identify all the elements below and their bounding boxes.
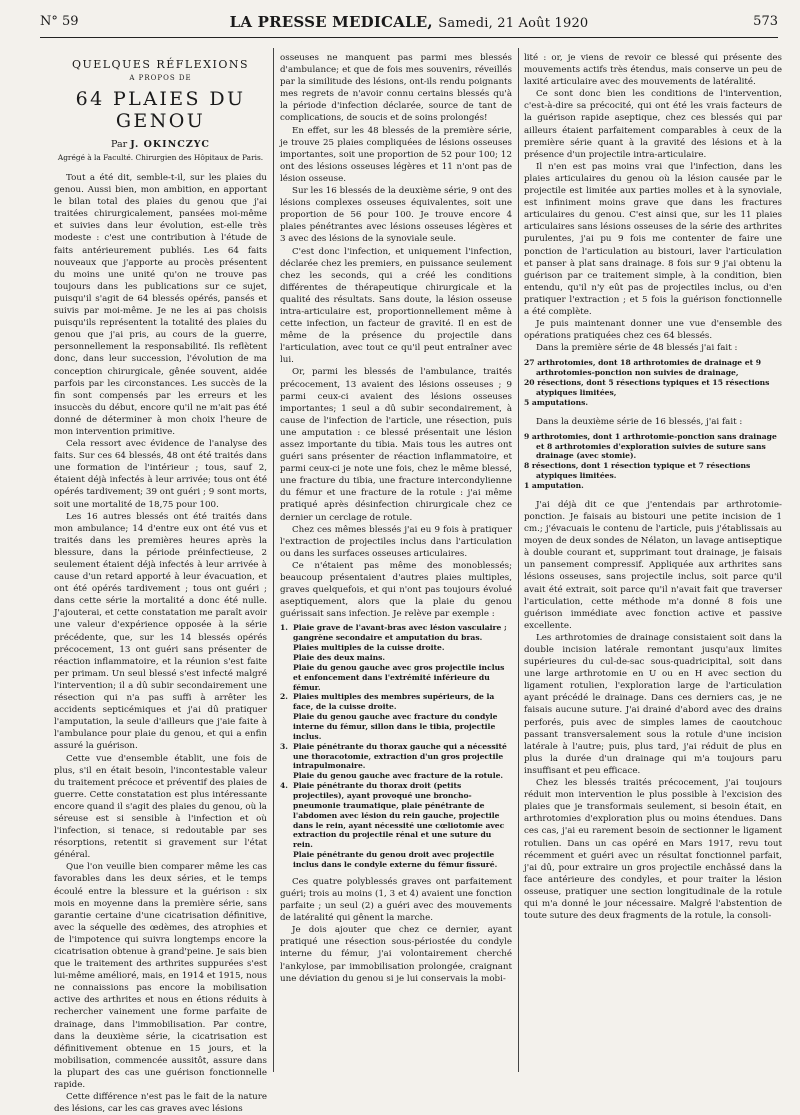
column-1 [54,52,267,1115]
paragraph: Ce sont donc bien les conditions de l'intervention, c'est-à-dire sa précocité, qui ont été les vrais facteurs de la guérison rapide aseptique, chez ces blessés qui par ailleurs étaient parfaitement comparables à ceux de la première série quant à la gravité des lésions et à la présence d'un projectile intra-articulaire. [524,89,782,160]
paragraph: Je dois ajouter que chez ce dernier, ayant pratiqué une résection sous-périostée du condyle interne du fémur, j'ai volontairement cherché l'ankylose, par immobilisation prolongée, craignant une déviation du genou si je lui conservais la mobi- [280,925,512,984]
case-subitem: Plaies multiples de la cuisse droite. [293,643,445,653]
operation-item: 8 résections, dont 1 résection typique et 7 résections atypiques limitées. [524,461,751,481]
column-3 [524,52,782,1072]
paragraph: C'est donc l'infection, et uniquement l'infection, déclarée chez les premiers, en puissance seulement chez les seconds, qui a créé les conditions différentes de thérapeutique chirurgicale et la qualité des résultats. Sans doute, la lésion osseuse intra-articulaire est, proportionnellement même à cette infection, un facteur de gravité. Il en est de même de la présence du projectile dans l'articulation, avec tout ce qu'il peut entraîner avec lui. [280,246,512,366]
case-number: 2. [280,692,288,702]
paragraph: Dans la deuxième série de 16 blessés, j'ai fait : [536,416,743,427]
running-header [40,14,778,34]
case-text: Plaie grave de l'avant-bras avec lésion vasculaire ; gangrène secondaire et amputation du bras. [293,623,507,643]
case-item [280,692,512,712]
paragraph: lité : or, je viens de revoir ce blessé qui présente des mouvements actifs très étendus, mais conserve un peu de laxité articulaire avec des mouvements de latéralité. [524,53,782,88]
column-divider [273,48,274,1072]
paragraph: Tout a été dit, semble-t-il, sur les plaies du genou. Aussi bien, mon ambition, en apportant le bilan total des plaies du genou que j'ai traitées chirurgicalement, pansées moi-même et suivies dans leur évolution, est-elle très modeste : c'est une contribution à l'étude de faits antérieurement publiés. Les 64 faits nouveaux que j'apporte au procès présentent du moins une unité qu'on ne trouve pas toujours dans les publications sur ce sujet, puisqu'il s'agit de 64 blessés opérés, pansés et suivis par moi-même. Je ne les ai pas choisis puisqu'ils représentent la totalité des plaies du genou que j'ai pris, au cours de la guerre, personnellement la responsabilité. Ils reflètent donc, dans leur succession, l'évolution de ma conception chirurgicale, gênée souvent, aidée parfois par les circonstances. Les succès de la fin sont compensés par les erreurs et les insuccès du début, encore qu'il ne m'ait pas été donné de déterminer à mon choix l'heure de mon intervention primitive. [54,173,267,437]
paragraph: Cela ressort avec évidence de l'analyse des faits. Sur ces 64 blessés, 48 ont été traités dans une formation de l'intérieur ; tous, sauf 2, étaient déjà infectés à leur arrivée; tous ont été opérés tardivement; 39 ont guéri ; 9 sont morts, soit une mortalité de 18,75 pour 100. [54,439,267,510]
operation-item: 9 arthrotomies, dont 1 arthrotomie-ponction sans drainage et 8 arthrotomies d'exploration suivies de suture sans drainage (avec stomie). [524,431,777,461]
header-rule [40,37,778,38]
journal-masthead [40,13,778,31]
byline-prefix: Par [111,139,128,150]
paragraph: J'ai déjà dit ce que j'entendais par arthrotomie-ponction. Je faisais au bistouri une petite incision de 1 cm.; j'évacuais le contenu de l'article, puis j'établissais au moyen de deux sondes de Nélaton, un lavage antiseptique à double courant et, supprimant tout drainage, je faisais un pansement compressif. Appliquée aux arthrites sans lésions osseuses, sans projectile inclus, soit parce qu'il avait été extrait, soit parce qu'il n'avait fait que traverser l'articulation, cette méthode m'a donné 8 fois une guérison immédiate avec fonction active et passive excellente. [524,499,782,631]
case-subitem: Plaie des deux mains. [293,652,386,662]
paragraph: Que l'on veuille bien comparer même les cas favorables dans les deux séries, et le temps écoulé entre la blessure et la guérison : six mois en moyenne dans la première série, sans garantie certaine d'une cicatrisation définitive, avec la séquelle des œdèmes, des atrophies et de l'impotence qui suivra longtemps encore la cicatrisation obtenue à grand'peine. Je sais bien que le traitement des arthrites suppurées s'est lui-même amélioré, mais, en 1914 et 1915, nous ne connaissions pas encore la mobilisation active des arthrites et nous en étions réduits à rechercher vainement une forme parfaite de drainage, dans l'immobilisation. Par contre, dans la deuxième série, la cicatrisation est définitivement obtenue en 15 jours, et la mobilisation, commencée aussitôt, assure dans la plupart des cas une guérison fonctionnelle rapide. [54,862,267,1091]
paragraph: Ces quatre polyblessés graves ont parfaitement guéri; trois au moins (1, 3 et 4) avaient une fonction parfaite ; un seul (2) a guéri avec des mouvements de latéralité qui gênent la marche. [280,876,512,924]
case-text: Plaie pénétrante du thorax gauche qui a nécessité une thoracotomie, extraction d'un gros projectile intrapulmonaire. [293,741,507,771]
case-text: Plaies multiples des membres supérieurs, de la face, de la cuisse droite. [293,692,495,712]
paragraph: Chez ces mêmes blessés j'ai eu 9 fois à pratiquer l'extraction de projectiles inclus dans l'articulation ou dans les surfaces osseuses articulaires. [280,524,512,559]
case-item [280,781,512,850]
issue-date: Samedi, 21 Août 1920 [438,16,589,31]
case-number: 4. [280,781,288,791]
operation-item: 1 amputation. [524,481,584,491]
case-number: 3. [280,741,288,751]
paragraph: osseuses ne manquent pas parmi mes blessés d'ambulance; et que de fois mes souvenirs, réveillés par la similitude des lésions, ont-ils rendu poignants mes regrets de n'avoir connu certains blessés qu'à la période d'infection déclarée, source de tant de complications, de soucis et de soins prolongés! [280,53,512,124]
paragraph: Sur les 16 blessés de la deuxième série, 9 ont des lésions complexes osseuses équivalentes, soit une proportion de 56 pour 100. Je trouve encore 4 plaies pénétrantes avec lésions osseuses légères et 3 avec des lésions de la synoviale seule. [280,186,512,245]
column-2 [280,52,512,1072]
paragraph: Ce n'étaient pas même des monoblessés; beaucoup présentaient d'autres plaies multiples, graves quelquefois, et qui n'ont pas toujours évolué aseptiquement, alors que la plaie du genou guérissait sans infection. Je relève par exemple : [280,560,512,620]
paragraph: Cette vue d'ensemble établit, une fois de plus, s'il en était besoin, l'incontestable valeur du traitement précoce et préventif des plaies de guerre. Cette constatation est plus intéressante encore quand il s'agit des plaies du genou, où la séreuse est si sensible à l'infection et où l'infection, si tenace, si redoutable par ses résorptions, retentit si gravement sur l'état général. [54,753,267,861]
operation-item: 20 résections, dont 5 résections typiques et 15 résections atypiques limitées, [524,378,770,397]
article-kicker: QUELQUES RÉFLEXIONS [71,58,250,71]
article-title: 64 PLAIES DU GENOU [75,88,246,132]
operations-list-series-2 [524,432,782,491]
paragraph: Dans la première série de 48 blessés j'ai fait : [536,343,738,354]
paragraph: Les arthrotomies de drainage consistaient soit dans la double incision latérale remontant jusqu'aux limites supérieures du cul-de-sac sous-quadricipital, soit dans une large arthrotomie en U ou en H avec section du ligament rotulien, l'exploration large de l'articulation ayant précédé le drainage. Dans ces derniers cas, je ne faisais aucune suture. J'ai drainé d'abord avec des drains perforés, puis avec de simples lames de caoutchouc passant transversalement sous la rotule d'une incision latérale à l'autre; puis, plus tard, j'ai réduit de plus en plus la durée d'un drainage qui m'a toujours paru insuffisant et peu efficace. [524,632,782,776]
operations-list-series-1 [524,358,782,407]
operation-item: 5 amputations. [524,397,589,407]
column-divider [518,48,519,1072]
paragraph: Je puis maintenant donner une vue d'ensemble des opérations pratiquées chez ces 64 blessés. [524,319,782,342]
article-byline [54,139,267,150]
case-subitem: Plaie du genou gauche avec fracture du condyle interne du fémur, sillon dans le tibia, projectile inclus. [293,712,498,741]
paragraph: Chez les blessés traités précocement, j'ai toujours réduit mon intervention le plus possible à l'excision des plaies que je transformais seulement, si besoin était, en arthrotomies d'exploration plus ou moins étendues. Dans ces cas, j'ai eu rarement besoin de sectionner le ligament rotulien. Dans un cas opéré en Mars 1917, revu tout récemment et guéri avec un résultat fonctionnel parfait, j'ai dû, pour extraire un gros projectile enchâssé dans la face antérieure des condyles, et pour traiter la lésion osseuse, pratiquer une section longitudinale de la rotule qui m'a donné le jour nécessaire. Malgré l'abstention de toute suture des deux fragments de la rotule, la consoli- [524,778,782,922]
author-name: J. OKINCZYC [130,139,210,150]
case-text: Plaie pénétrante du thorax droit (petits projectiles), ayant provoqué une broncho-pneumonie traumatique, plaie pénétrante de l'abdomen avec lésion du rein gauche, projectile dans le rein, ayant nécessité une cœliotomie avec extraction du projectile rénal et une suture du rein. [293,781,505,850]
page-number: 573 [753,14,778,29]
operation-item: 27 arthrotomies, dont 18 arthrotomies de drainage et 9 arthrotomies-ponction non suivies de drainage, [524,358,762,378]
paragraph: En effet, sur les 48 blessés de la première série, je trouve 25 plaies compliquées de lésions osseuses importantes, soit une proportion de 52 pour 100; 12 ont des lésions osseuses légères et 11 n'ont pas de lésion osseuse. [280,125,512,184]
case-subitem: Plaie du genou gauche avec fracture de la rotule. [293,771,504,781]
case-list [280,623,512,869]
paragraph: Cette différence n'est pas le fait de la nature des lésions, car les cas graves avec lésions [54,1092,267,1115]
issue-number: N° 59 [40,14,79,29]
journal-name: LA PRESSE MEDICALE, [229,13,433,31]
paragraph: Il n'en est pas moins vrai que l'infection, dans les plaies articulaires du genou où la lésion causée par le projectile est limitée aux parties molles et à la synoviale, est infiniment moins grave que dans les fractures articulaires du genou. C'est ainsi que, sur les 11 plaies articulaires sans lésions osseuses de la série des arthrites purulentes, j'ai pu 9 fois me contenter de faire une ponction de l'articulation au bistouri, laver l'articulation et panser à plat sans drainage. 8 fois sur 9 j'ai obtenu la guérison par ce traitement simple, à la condition, bien entendu, qu'il n'y eût pas de projectiles inclus, ou d'en pratiquer l'extraction ; et 5 fois la guérison fonctionnelle a été complète. [524,161,782,317]
case-subitem: Plaie du genou gauche avec gros projectile inclus et enfoncement dans l'extrémité inférieure du fémur. [293,662,505,692]
paragraph: Or, parmi les blessés de l'ambulance, traités précocement, 13 avaient des lésions osseuses ; 9 parmi ceux-ci avaient des lésions osseuses importantes; 1 seul a dû subir secondairement, à cause de l'infection de l'article, une résection, puis une amputation : ce blessé présentait une lésion assez importante du tibia. Mais tous les autres ont guéri sans présenter de réaction inflammatoire, et parmi ceux-ci je note une fois, chez le même blessé, une fracture du tibia, une fracture intercondylienne du fémur et une fracture de la rotule : j'ai même pratiqué après désinfection chirurgicale chez ce dernier un cerclage de rotule. [280,367,512,523]
author-affiliation: Agrégé à la Faculté. Chirurgien des Hôpitaux de Paris. [57,153,264,162]
case-number: 1. [280,623,288,633]
case-subitem: Plaie pénétrante du genou droit avec projectile inclus dans le condyle externe du fémur fissuré. [293,850,498,870]
case-item [280,623,512,643]
case-item [280,742,512,772]
article-title-block [54,58,267,162]
article-kicker-2: A PROPOS DE [129,74,192,82]
paragraph: Les 16 autres blessés ont été traités dans mon ambulance; 14 d'entre eux ont été vus et traités dans les premières heures après la blessure, dans la période préinfectieuse, 2 seulement étaient déjà infectés à leur arrivée à cause d'un retard apporté à leur évacuation, et ont été opérés tardivement ; tous ont guéri ; dans cette série la mortalité a donc été nulle. J'ajouterai, et cette constatation me paraît avoir une valeur d'expérience opposée à la série précédente, que, sur les 14 blessés opérés précocement, 13 ont guéri sans présenter de réaction inflammatoire, et la réunion s'est faite per primam. Un seul blessé s'est infecté malgré l'intervention; il a dû subir secondairement une résection qui n'a pas suffi à arrêter les accidents septicémiques et j'ai dû pratiquer l'amputation, la seule d'ailleurs que j'aie faite à l'ambulance pour plaie du genou, et qui a enfin assuré la guérison. [54,511,267,752]
